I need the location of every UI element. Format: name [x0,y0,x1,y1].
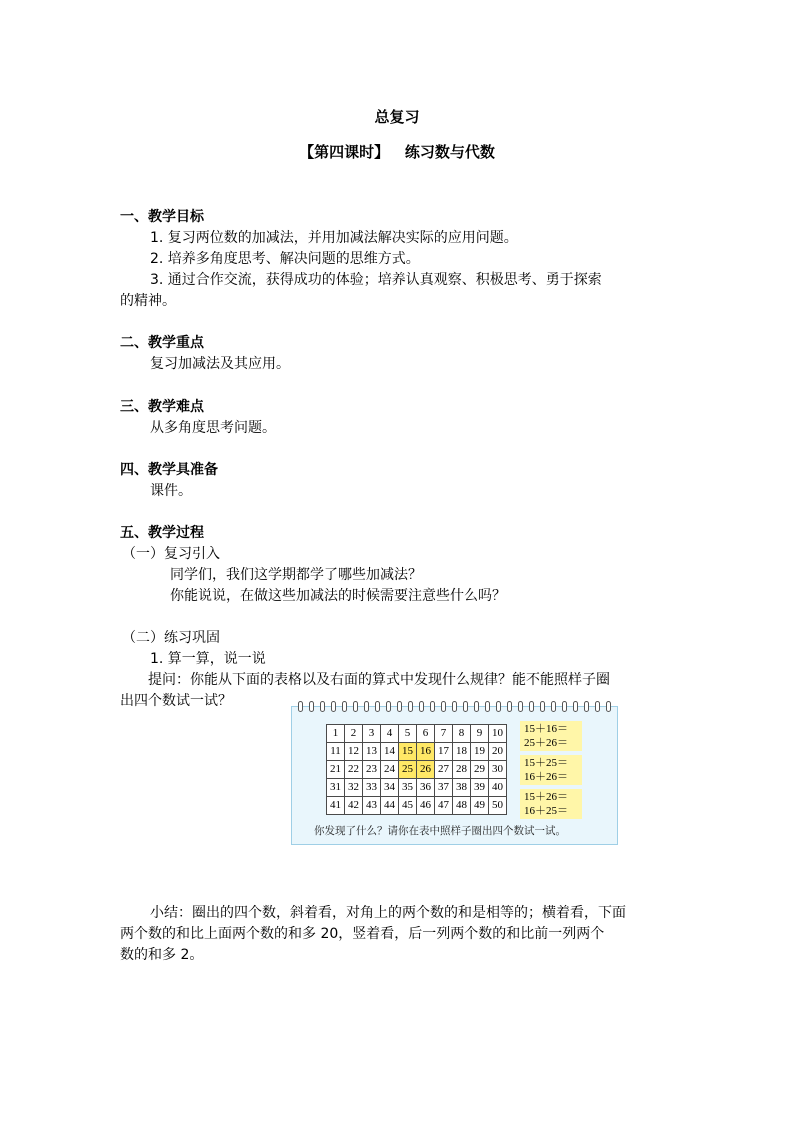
grid-cell: 20 [489,743,507,761]
grid-cell: 12 [345,743,363,761]
objective-item: 3. 通过合作交流，获得成功的体验；培养认真观察、积极思考、勇于探索 [150,272,602,288]
grid-cell: 9 [471,725,489,743]
ring-icon [606,701,611,712]
equation-box [520,755,582,785]
ring-icon [309,701,314,712]
equation: 15＋16＝ [524,723,568,735]
section-heading-objectives: 一、教学目标 [120,209,204,225]
ring-icon [496,701,501,712]
grid-cell: 25 [399,761,417,779]
grid-cell: 35 [399,779,417,797]
part-label-practice: （二）练习巩固 [122,630,220,646]
equation: 16＋26＝ [524,771,568,783]
grid-cell: 45 [399,797,417,815]
grid-cell: 16 [417,743,435,761]
equation-box [520,789,582,819]
summary-line: 数的和多 2。 [120,947,204,963]
ring-icon [540,701,545,712]
grid-cell: 15 [399,743,417,761]
grid-row [327,797,507,815]
grid-cell: 47 [435,797,453,815]
grid-row [327,725,507,743]
ring-icon [375,701,380,712]
key-points-text: 复习加减法及其应用。 [150,356,290,372]
ring-icon [353,701,358,712]
grid-cell: 22 [345,761,363,779]
summary-line: 两个数的和比上面两个数的和多 20，竖着看，后一列两个数的和比前一列两个 [120,926,605,942]
ring-icon [320,701,325,712]
ring-icon [342,701,347,712]
grid-cell: 44 [381,797,399,815]
grid-cell: 42 [345,797,363,815]
ring-icon [386,701,391,712]
grid-cell: 6 [417,725,435,743]
grid-cell: 17 [435,743,453,761]
question-line: 提问：你能从下面的表格以及右面的算式中发现什么规律？能不能照样子圈 [148,672,610,688]
grid-cell: 40 [489,779,507,797]
grid-cell: 41 [327,797,345,815]
equation-box [520,721,582,751]
ring-icon [364,701,369,712]
grid-cell: 19 [471,743,489,761]
difficulties-text: 从多角度思考问题。 [150,420,276,436]
ring-icon [441,701,446,712]
ring-icon [397,701,402,712]
grid-cell: 33 [363,779,381,797]
review-line: 同学们，我们这学期都学了哪些加减法？ [170,567,422,583]
ring-icon [529,701,534,712]
number-grid-figure [291,706,618,845]
section-heading-process: 五、教学过程 [120,525,204,541]
grid-cell: 8 [453,725,471,743]
grid-cell: 34 [381,779,399,797]
objective-item-continued: 的精神。 [120,293,176,309]
section-heading-materials: 四、教学具准备 [120,462,218,478]
grid-cell: 13 [363,743,381,761]
ring-icon [430,701,435,712]
grid-cell: 2 [345,725,363,743]
grid-cell: 28 [453,761,471,779]
grid-cell: 50 [489,797,507,815]
grid-cell: 14 [381,743,399,761]
grid-cell: 36 [417,779,435,797]
summary-line: 小结：圈出的四个数，斜着看，对角上的两个数的和是相等的；横着看，下面 [150,905,626,921]
grid-cell: 1 [327,725,345,743]
ring-icon [298,701,303,712]
grid-cell: 18 [453,743,471,761]
ring-icon [551,701,556,712]
ring-icon [408,701,413,712]
ring-icon [419,701,424,712]
grid-cell: 48 [453,797,471,815]
grid-cell: 24 [381,761,399,779]
grid-cell: 11 [327,743,345,761]
ring-icon [595,701,600,712]
ring-icon [573,701,578,712]
objective-item: 1. 复习两位数的加减法，并用加减法解决实际的应用问题。 [150,230,518,246]
ring-icon [331,701,336,712]
ring-icon [584,701,589,712]
equation: 15＋26＝ [524,791,568,803]
lesson-subtitle: 【第四课时】 练习数与代数 [299,143,495,161]
equation: 25＋26＝ [524,737,568,749]
grid-cell: 30 [489,761,507,779]
section-heading-key-points: 二、教学重点 [120,335,204,351]
practice-item: 1. 算一算，说一说 [150,651,266,667]
grid-cell: 39 [471,779,489,797]
ring-icon [485,701,490,712]
grid-row [327,743,507,761]
equation: 16＋25＝ [524,805,568,817]
figure-caption: 你发现了什么？请你在表中照样子圈出四个数试一试。 [314,825,566,837]
grid-cell: 5 [399,725,417,743]
grid-cell: 29 [471,761,489,779]
grid-cell: 21 [327,761,345,779]
grid-cell: 10 [489,725,507,743]
ring-icon [452,701,457,712]
ring-icon [507,701,512,712]
page-title: 总复习 [374,108,420,126]
hundred-chart-table [326,724,507,815]
materials-text: 课件。 [150,483,192,499]
grid-cell: 38 [453,779,471,797]
grid-cell: 31 [327,779,345,797]
grid-cell: 3 [363,725,381,743]
grid-cell: 46 [417,797,435,815]
ring-icon [518,701,523,712]
ring-icon [562,701,567,712]
equation: 15＋25＝ [524,757,568,769]
grid-cell: 32 [345,779,363,797]
review-line: 你能说说，在做这些加减法的时候需要注意些什么吗？ [170,588,506,604]
section-heading-difficulties: 三、教学难点 [120,399,204,415]
grid-cell: 43 [363,797,381,815]
grid-cell: 26 [417,761,435,779]
grid-cell: 23 [363,761,381,779]
grid-cell: 49 [471,797,489,815]
grid-row [327,779,507,797]
objective-item: 2. 培养多角度思考、解决问题的思维方式。 [150,251,420,267]
notebook-rings [298,701,613,713]
grid-cell: 4 [381,725,399,743]
question-line: 出四个数试一试？ [120,693,232,709]
grid-cell: 37 [435,779,453,797]
grid-cell: 27 [435,761,453,779]
grid-cell: 7 [435,725,453,743]
grid-row [327,761,507,779]
ring-icon [463,701,468,712]
ring-icon [474,701,479,712]
part-label-review: （一）复习引入 [122,546,220,562]
